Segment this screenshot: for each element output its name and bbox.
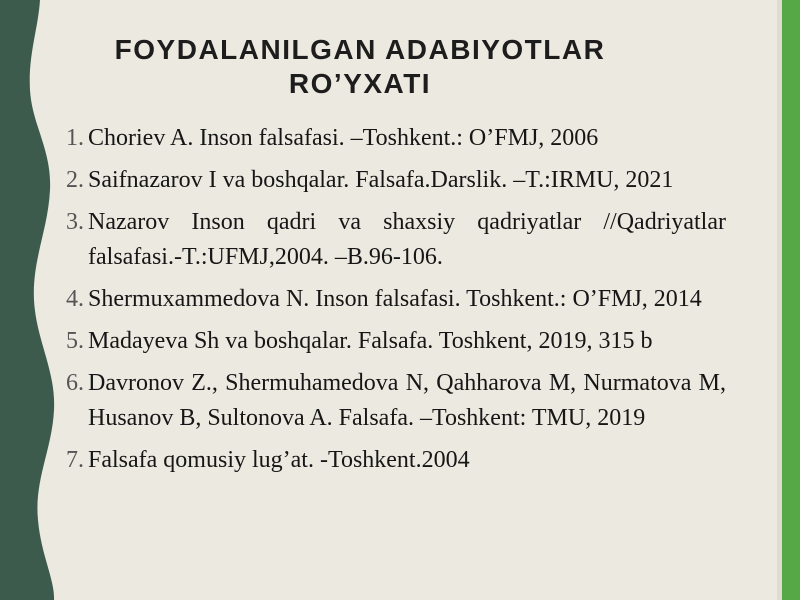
reference-item-2 — [66, 163, 726, 198]
right-accent-stripe — [782, 0, 800, 600]
reference-number: 1. — [66, 125, 84, 151]
reference-text: Nazarov Inson qadri va shaxsiy qadriyatlar //Qadriyatlar falsafasi.-T.:UFMJ,2004. –B.96-106. — [88, 209, 726, 270]
reference-item-1 — [66, 121, 726, 156]
reference-text: Choriev A. Inson falsafasi. –Toshkent.: O’FMJ, 2006 — [88, 125, 599, 151]
reference-text: Davronov Z., Shermuhamedova N, Qahharova M, Nurmatova M, Husanov B, Sultonova A. Falsafa. –Toshkent: TMU, 2019 — [88, 370, 726, 431]
title-line-1: FOYDALANILGAN ADABIYOTLAR — [114, 33, 606, 65]
reference-item-5 — [66, 324, 726, 359]
reference-text: Madayeva Sh va boshqalar. Falsafa. Toshkent, 2019, 315 b — [88, 328, 653, 354]
title-line-2: RO’YXATI — [288, 67, 432, 99]
reference-number: 4. — [66, 286, 84, 312]
reference-item-6 — [66, 366, 726, 436]
slide-title — [40, 33, 680, 101]
reference-text: Saifnazarov I va boshqalar. Falsafa.Darslik. –T.:IRMU, 2021 — [88, 167, 674, 193]
reference-text: Shermuxammedova N. Inson falsafasi. Toshkent.: O’FMJ, 2014 — [88, 286, 702, 312]
reference-text: Falsafa qomusiy lug’at. -Toshkent.2004 — [88, 447, 470, 473]
reference-number: 6. — [66, 370, 84, 396]
reference-number: 5. — [66, 328, 84, 354]
reference-list — [66, 121, 726, 485]
reference-number: 3. — [66, 209, 84, 235]
reference-number: 7. — [66, 447, 84, 473]
reference-item-4 — [66, 282, 726, 317]
reference-number: 2. — [66, 167, 84, 193]
reference-item-7 — [66, 443, 726, 478]
reference-item-3 — [66, 205, 726, 275]
